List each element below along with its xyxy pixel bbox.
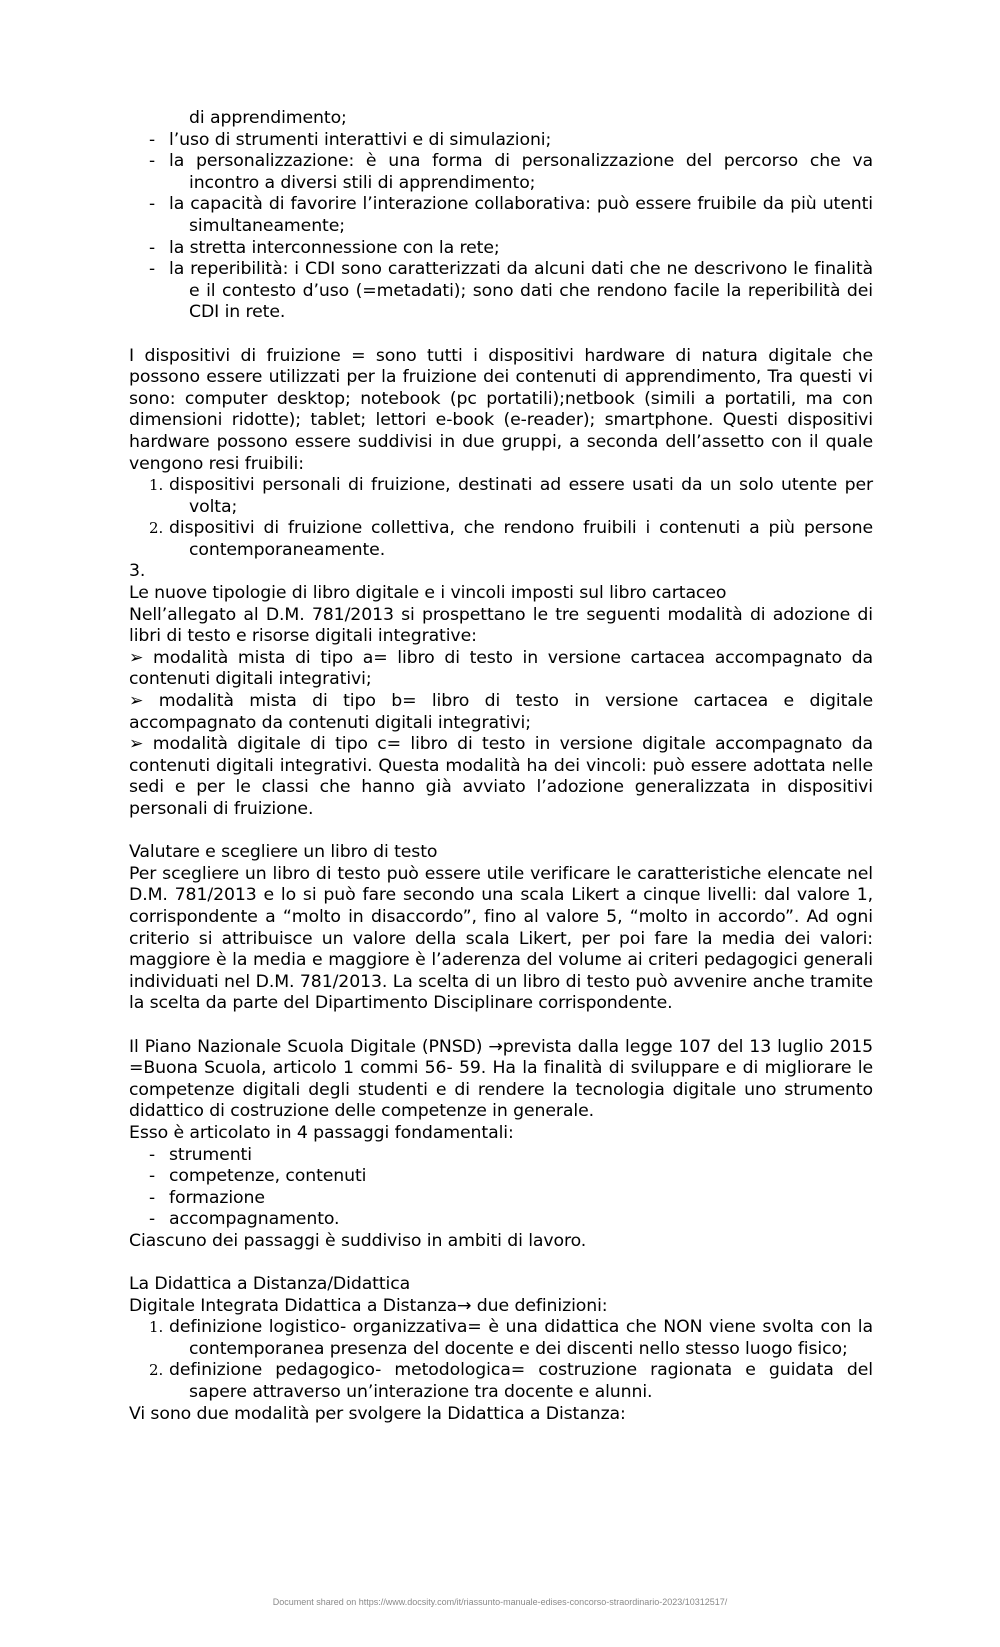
list-continuation: di apprendimento; <box>189 108 347 128</box>
section-subheading-dad: Digitale Integrata Didattica a Distanza→ due definizioni: <box>129 1295 608 1316</box>
dash-bullet-icon: - <box>149 129 156 150</box>
section-heading-dad: La Didattica a Distanza/Didattica <box>129 1274 411 1295</box>
list-item: - formazione <box>149 1187 265 1208</box>
dash-bullet-icon: - <box>149 237 156 258</box>
list-number: 2. <box>149 519 164 538</box>
numbered-list-item: 2. dispositivi di fruizione collettiva, che rendono fruibili i contenuti a più persone contemporaneamente. <box>149 518 873 560</box>
dash-bullet-icon: - <box>149 194 156 215</box>
dash-bullet-icon: - <box>149 151 156 172</box>
list-number: 1. <box>149 476 164 495</box>
pnsd-closing: Ciascuno dei passaggi è suddiviso in ambiti di lavoro. <box>129 1230 587 1251</box>
spacer <box>129 1015 873 1037</box>
footer-source-link[interactable]: Document shared on https://www.docsity.com/it/riassunto-manuale-edises-concorso-straordinario-2023/10312517/ <box>272 1597 728 1607</box>
paragraph-valutare: Per scegliere un libro di testo può essere utile verificare le caratteristiche elencate nel D.M. 781/2013 e lo si può fare secondo una scala Likert a cinque livelli: dal valore 1, corrispondente a “molto in disaccordo”, fino al valore 5, “molto in accordo”. Ad ogni criterio si attribuisce un valore della scala Likert, per poi fare la media dei valori: maggiore è la media e maggiore è l’aderenza del volume ai criteri pedagogici generali individuati nel D.M. 781/2013. La scelta di un libro di testo può avvenire anche tramite la scelta da parte del Dipartimento Disciplinare corrispondente. <box>129 863 873 1014</box>
list-item: - strumenti <box>149 1144 252 1165</box>
list-item: - accompagnamento. <box>149 1209 340 1230</box>
dash-bullet-icon: - <box>149 1209 156 1230</box>
spacer <box>129 324 873 346</box>
list-number: 2. <box>149 1361 164 1380</box>
list-item: - la personalizzazione: è una forma di personalizzazione del percorso che va incontro a diversi stili di apprendimento; <box>149 151 873 193</box>
option-c: ➢ modalità digitale di tipo c= libro di testo in versione digitale accompagnato da contenuti digitali integrativi. Questa modalità ha dei vincoli: può essere adottata nelle sedi e per le classi che hanno già avviato l’adozione generalizzata in dispositivi personali di fruizione. <box>129 734 873 819</box>
list-item: - la capacità di favorire l’interazione collaborativa: può essere fruibile da più utenti simultaneamente; <box>149 194 873 236</box>
list-item: - la stretta interconnessione con la rete; <box>149 237 500 258</box>
spacer <box>129 821 873 843</box>
paragraph-libro-intro: Nell’allegato al D.M. 781/2013 si prospettano le tre seguenti modalità di adozione di libri di testo e risorse digitali integrative: <box>129 604 873 647</box>
numbered-list-item: 1. dispositivi personali di fruizione, destinati ad essere usati da un solo utente per volta; <box>149 475 873 517</box>
dad-closing: Vi sono due modalità per svolgere la Didattica a Distanza: <box>129 1403 626 1424</box>
dash-bullet-icon: - <box>149 1166 156 1187</box>
list-number: 1. <box>149 1318 164 1337</box>
dash-bullet-icon: - <box>149 259 156 280</box>
paragraph-dispositivi: I dispositivi di fruizione = sono tutti i dispositivi hardware di natura digitale che possono essere utilizzati per la fruizione dei contenuti di apprendimento, Tra questi vi sono: computer desktop; notebook (pc portatili);netbook (simili a portatili, ma con dimensioni ridotte); tablet; lettori e-book (e-reader); smartphone. Questi dispositivi hardware possono essere suddivisi in due gruppi, a seconda dell’assetto con il quale vengono resi fruibili: <box>129 345 873 474</box>
dash-bullet-icon: - <box>149 1144 156 1165</box>
option-a: ➢ modalità mista di tipo a= libro di testo in versione cartacea accompagnato da contenuti digitali integrativi; <box>129 647 873 690</box>
list-item: - la reperibilità: i CDI sono caratterizzati da alcuni dati che ne descrivono le finalità e il contesto d’uso (=metadati); sono dati che rendono facile la reperibilità dei CDI in rete. <box>149 259 873 323</box>
dash-bullet-icon: - <box>149 1187 156 1208</box>
section-heading-libro: Le nuove tipologie di libro digitale e i vincoli imposti sul libro cartaceo <box>129 583 727 604</box>
option-b: ➢ modalità mista di tipo b= libro di testo in versione cartacea e digitale accompagnato da contenuti digitali integrativi; <box>129 691 873 733</box>
paragraph-pnsd: Il Piano Nazionale Scuola Digitale (PNSD) →prevista dalla legge 107 del 13 luglio 2015 =Buona Scuola, articolo 1 commi 56- 59. Ha la finalità di sviluppare e di migliorare le competenze digitali degli studenti e di rendere la tecnologia digitale uno strumento didattico di costruzione delle competenze in generale. <box>129 1036 873 1122</box>
list-item: - competenze, contenuti <box>149 1166 367 1187</box>
spacer <box>129 1252 873 1274</box>
pnsd-intro: Esso è articolato in 4 passaggi fondamentali: <box>129 1122 514 1143</box>
stray-number: 3. <box>129 561 146 582</box>
numbered-list-item: 2. definizione pedagogico- metodologica= costruzione ragionata e guidata del sapere attraverso un’interazione tra docente e alunni. <box>149 1360 873 1403</box>
document-body <box>129 108 873 1425</box>
section-heading-valutare: Valutare e scegliere un libro di testo <box>129 842 438 863</box>
list-item: - l’uso di strumenti interattivi e di simulazioni; <box>149 129 552 150</box>
numbered-list-item: 1. definizione logistico- organizzativa= è una didattica che NON viene svolta con la contemporanea presenza del docente e dei discenti nello stesso luogo fisico; <box>149 1317 873 1359</box>
